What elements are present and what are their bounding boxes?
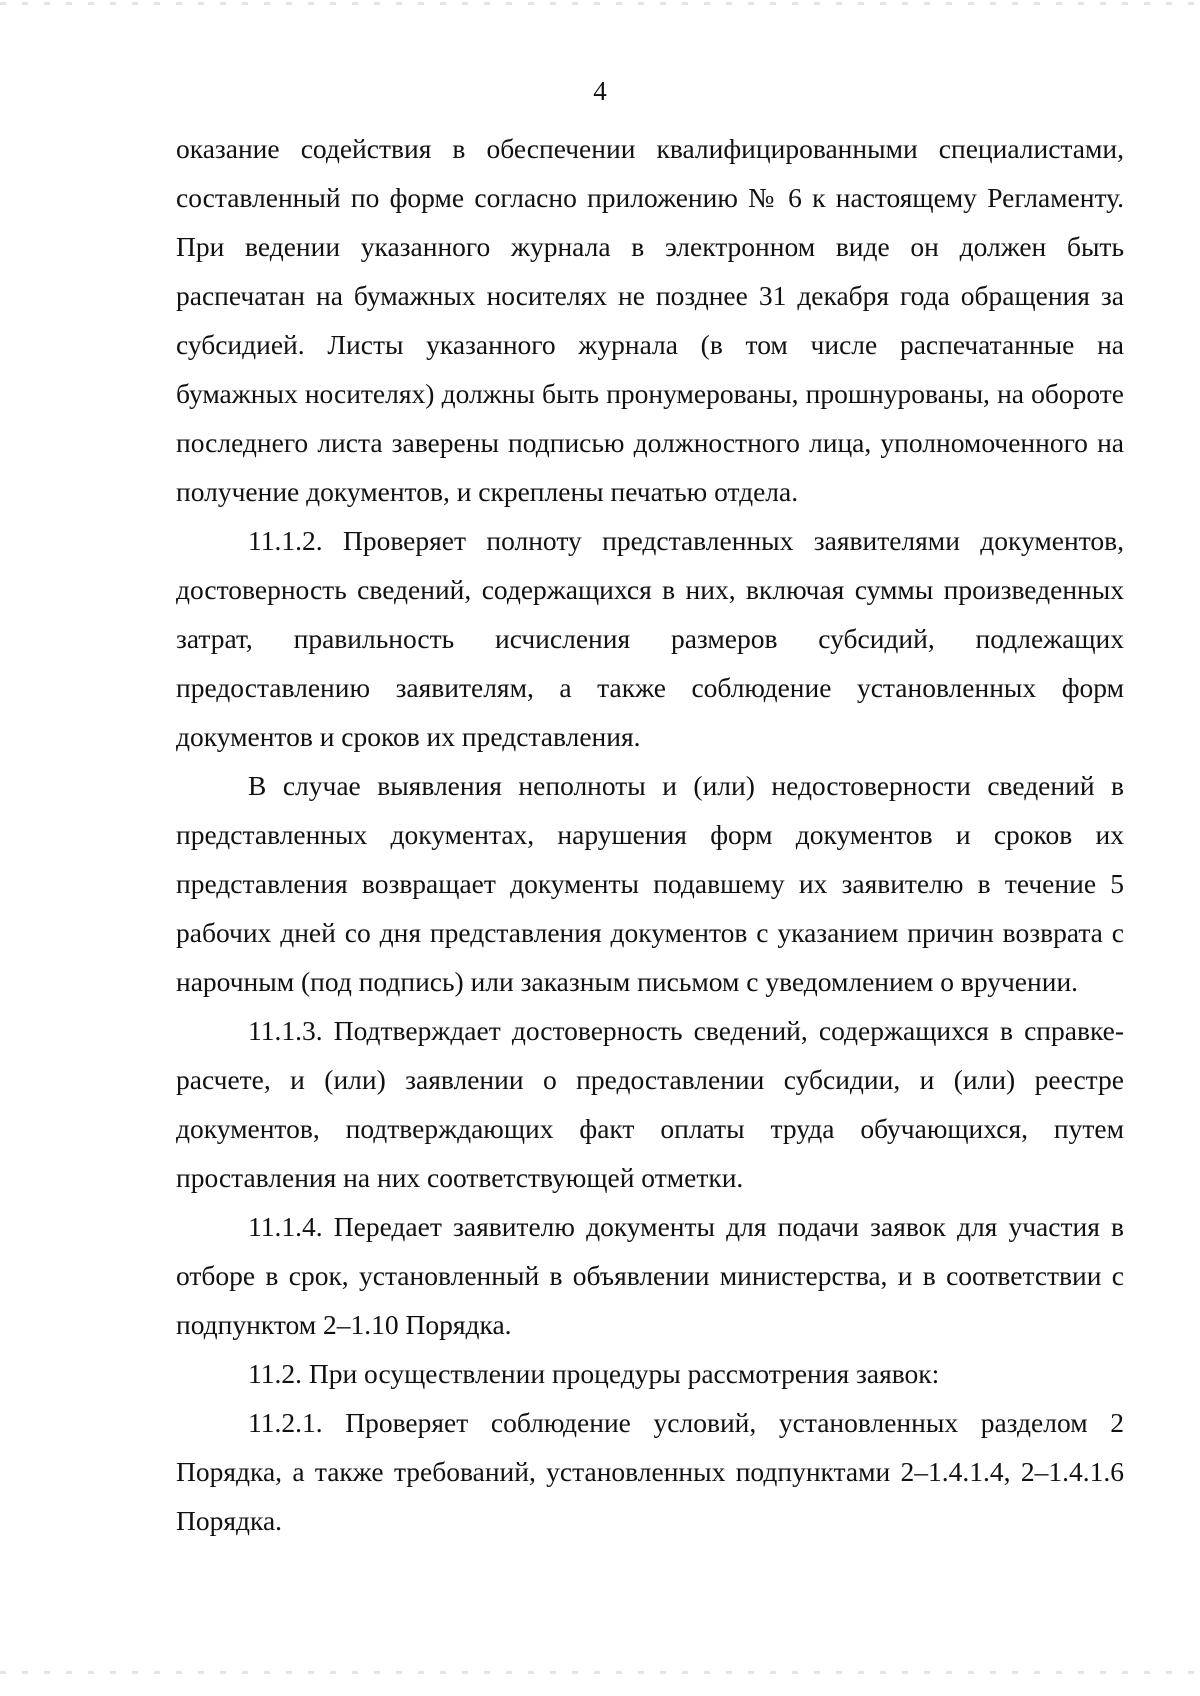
paragraph-11-1-3: 11.1.3. Подтверждает достоверность сведений, содержащихся в справке-расчете, и (или) заявлении о предоставлении субсидии, и (или) реестре документов, подтверждающих факт оплаты труда обучающихся, путем проставления на них соответствующей отметки. xyxy=(176,1015,1124,1193)
paragraph-11-1-2: 11.1.2. Проверяет полноту представленных заявителями документов, достоверность сведений, содержащихся в них, включая суммы произведенных затрат, правильность исчисления размеров субсидий, подлежащих предоставлению заявителям, а также соблюдение установленных форм документов и сроков их представления. xyxy=(176,525,1124,752)
page-number: 4 xyxy=(593,76,607,106)
paragraph-11-1-4: 11.1.4. Передает заявителю документы для подачи заявок для участия в отборе в срок, установленный в объявлении министерства, и в соответствии с подпунктом 2–1.10 Порядка. xyxy=(176,1211,1124,1340)
document-body xyxy=(176,124,1124,1545)
paragraph-11-2: 11.2. При осуществлении процедуры рассмотрения заявок: xyxy=(248,1358,940,1389)
scan-edge-bottom xyxy=(0,1671,1200,1674)
paragraph-11-2-1: 11.2.1. Проверяет соблюдение условий, установленных разделом 2 Порядка, а также требований, установленных подпунктами 2–1.4.1.4, 2–1.4.1.6 Порядка. xyxy=(176,1407,1124,1536)
scan-edge-top xyxy=(0,2,1200,5)
paragraph-continuation: оказание содействия в обеспечении квалифицированными специалистами, составленный по форме согласно приложению № 6 к настоящему Регламенту. При ведении указанного журнала в электронном виде он должен быть распечатан на бумажных носителях не позднее 31 декабря года обращения за субсидией. Листы указанного журнала (в том числе распечатанные на бумажных носителях) должны быть пронумерованы, прошнурованы, на обороте последнего листа заверены подписью должностного лица, уполномоченного на получение документов, и скреплены печатью отдела. xyxy=(176,133,1124,507)
paragraph-incomplete-documents: В случае выявления неполноты и (или) недостоверности сведений в представленных документах, нарушения форм документов и сроков их представления возвращает документы подавшему их заявителю в течение 5 рабочих дней со дня представления документов с указанием причин возврата с нарочным (под подпись) или заказным письмом с уведомлением о вручении. xyxy=(176,770,1124,997)
